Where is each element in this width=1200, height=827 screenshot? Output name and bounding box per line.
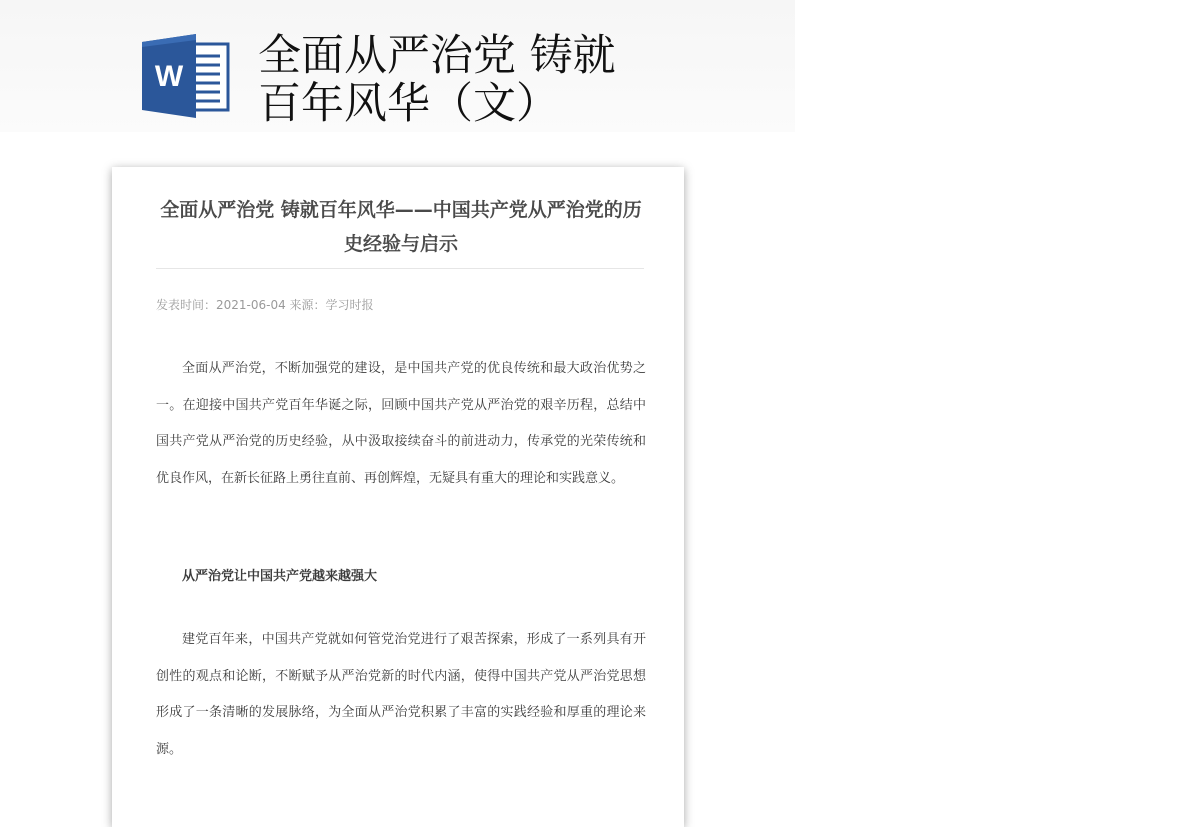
article-paragraph: 全面从严治党，不断加强党的建设，是中国共产党的优良传统和最大政治优势之一。在迎接中国共产党百年华诞之际，回顾中国共产党从严治党的艰辛历程，总结中国共产党从严治党的历史经验，从中汲取接续奋斗的前进动力，传承党的光荣传统和优良作风，在新长征路上勇往直前、再创辉煌，无疑具有重大的理论和实践意义。 (156, 361, 646, 486)
document-title-line-2: 百年风华（文） (258, 79, 559, 129)
title-divider (156, 268, 644, 269)
document-title-line-1: 全面从严治党 铸就 (258, 31, 616, 81)
header-band (0, 0, 795, 132)
article-meta: 发表时间：2021-06-04 来源：学习时报 (156, 298, 374, 312)
article-paragraph: 建党百年来，中国共产党就如何管党治党进行了艰苦探索，形成了一系列具有开创性的观点和论断，不断赋予从严治党新的时代内涵，使得中国共产党从严治党思想形成了一条清晰的发展脉络，为全面从严治党积累了丰富的实践经验和厚重的理论来源。 (156, 632, 646, 757)
word-document-icon (140, 34, 232, 118)
section-heading: 从严治党让中国共产党越来越强大 (182, 569, 378, 584)
document-title (258, 32, 678, 128)
word-icon-letter: W (154, 60, 184, 93)
article-title: 全面从严治党 铸就百年风华——中国共产党从严治党的历史经验与启示 (160, 199, 642, 255)
document-page-preview (112, 167, 684, 827)
